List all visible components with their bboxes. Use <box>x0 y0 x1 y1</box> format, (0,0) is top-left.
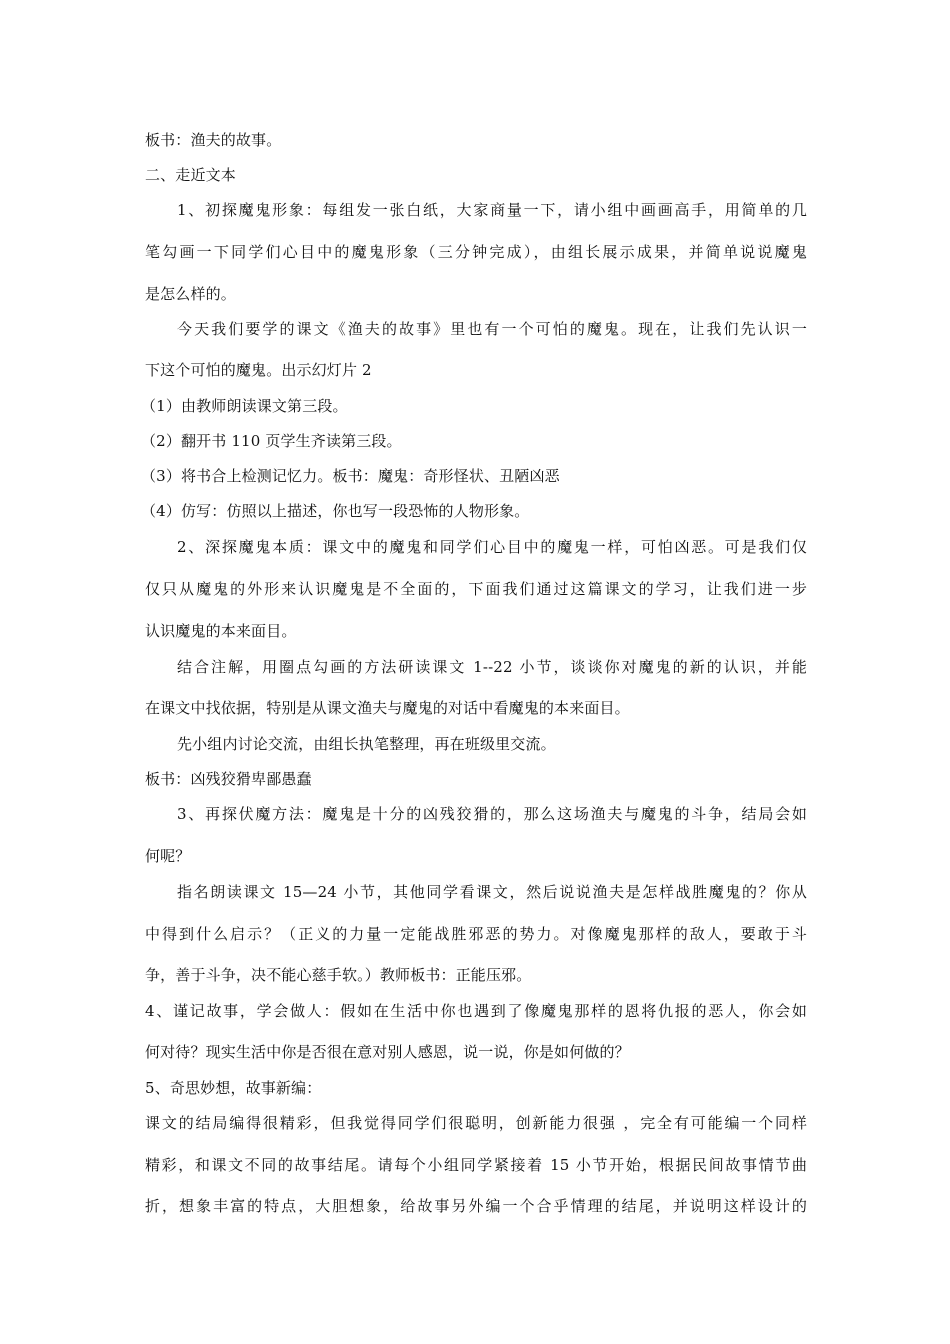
text-line: 在课文中找依据，特别是从课文渔夫与魔鬼的对话中看魔鬼的本来面目。 <box>145 699 630 717</box>
text-line: 认识魔鬼的本来面目。 <box>145 622 297 640</box>
list-item: （3）将书合上检测记忆力。板书：魔鬼：奇形怪状、丑陋凶恶 <box>141 467 560 485</box>
text-line: 是怎么样的。 <box>145 285 236 303</box>
text-line: 板书：凶残狡猾卑鄙愚蠢 <box>145 770 312 788</box>
text-line: 指名朗读课文 15—24 小节，其他同学看课文，然后说说渔夫是怎样战胜魔鬼的？你从 <box>177 883 807 901</box>
text-line: 何呢？ <box>145 847 191 865</box>
section-heading: 二、走近文本 <box>145 166 236 184</box>
section-heading: 5、奇思妙想，故事新编： <box>145 1079 322 1097</box>
text-line: 结合注解，用圈点勾画的方法研读课文 1--22 小节，谈谈你对魔鬼的新的认识，并能 <box>177 658 807 676</box>
list-item: （1）由教师朗读课文第三段。 <box>141 397 348 415</box>
list-item: （2）翻开书 110 页学生齐读第三段。 <box>141 432 402 450</box>
text-line: 1、初探魔鬼形象：每组发一张白纸，大家商量一下，请小组中画画高手，用简单的几 <box>177 201 807 219</box>
text-line: 3、再探伏魔方法：魔鬼是十分的凶残狡猾的，那么这场渔夫与魔鬼的斗争，结局会如 <box>177 805 807 823</box>
text-line: 中得到什么启示？（正义的力量一定能战胜邪恶的势力。对像魔鬼那样的敌人，要敢于斗 <box>145 925 807 943</box>
text-line: 折，想象丰富的特点，大胆想象，给故事另外编一个合乎情理的结尾，并说明这样设计的 <box>145 1197 807 1215</box>
list-item: （4）仿写：仿照以上描述，你也写一段恐怖的人物形象。 <box>141 502 530 520</box>
text-line: 精彩，和课文不同的故事结尾。请每个小组同学紧接着 15 小节开始，根据民间故事情节曲 <box>145 1156 807 1174</box>
text-line: 先小组内讨论交流，由组长执笔整理，再在班级里交流。 <box>177 735 556 753</box>
text-line: 争，善于斗争，决不能心慈手软。）教师板书：正能压邪。 <box>145 966 532 984</box>
text-line: 仅只从魔鬼的外形来认识魔鬼是不全面的，下面我们通过这篇课文的学习，让我们进一步 <box>145 580 807 598</box>
text-line: 何对待？现实生活中你是否很在意对别人感恩，说一说，你是如何做的？ <box>145 1043 630 1061</box>
text-line: 板书：渔夫的故事。 <box>145 131 282 149</box>
text-line: 下这个可怕的魔鬼。出示幻灯片 2 <box>145 361 372 379</box>
text-line: 笔勾画一下同学们心目中的魔鬼形象（三分钟完成），由组长展示成果，并简单说说魔鬼 <box>145 243 807 261</box>
text-line: 今天我们要学的课文《渔夫的故事》里也有一个可怕的魔鬼。现在，让我们先认识一 <box>177 320 807 338</box>
text-line: 4、谨记故事，学会做人：假如在生活中你也遇到了像魔鬼那样的恩将仇报的恶人，你会如 <box>145 1002 807 1020</box>
text-line: 2、深探魔鬼本质：课文中的魔鬼和同学们心目中的魔鬼一样，可怕凶恶。可是我们仅 <box>177 538 807 556</box>
text-line: 课文的结局编得很精彩，但我觉得同学们很聪明，创新能力很强 ，完全有可能编一个同样 <box>145 1114 807 1132</box>
